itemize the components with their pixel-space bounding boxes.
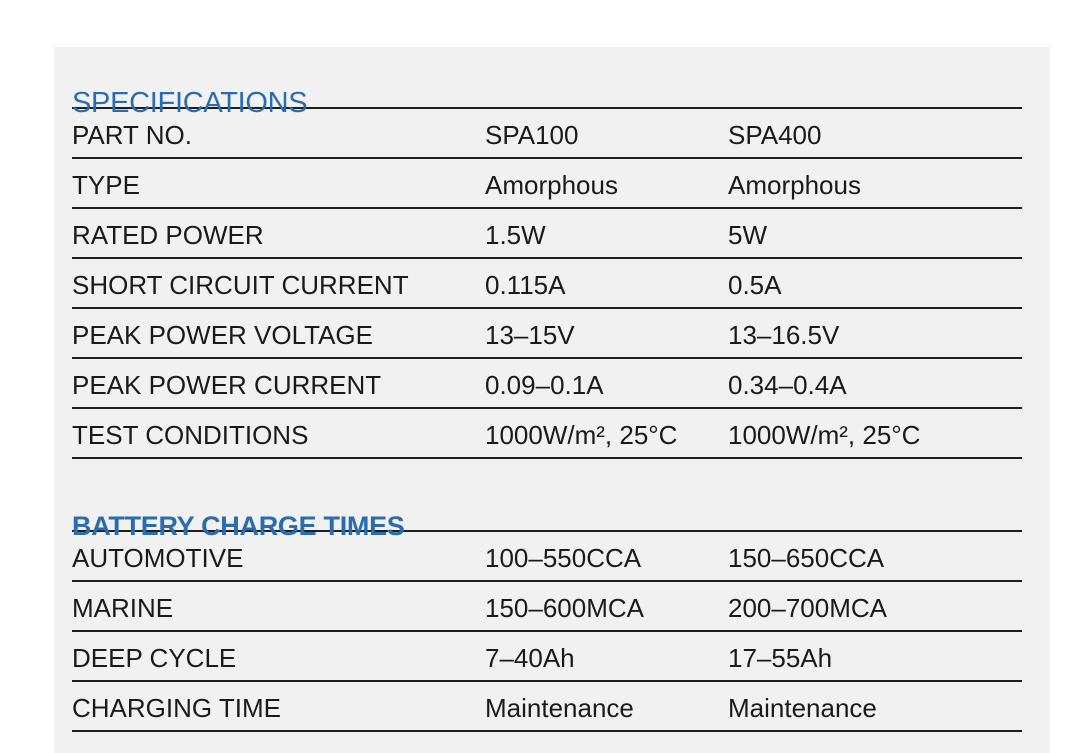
spec-value-spa400: 13–16.5V [728,319,840,350]
battery-charge-heading: BATTERY CHARGE TIMES [72,490,1022,532]
battery-value-spa100: 100–550CCA [485,542,642,573]
spec-label: PART NO. [72,119,192,150]
battery-row-deep-cycle [72,632,1022,682]
spec-label: RATED POWER [72,219,264,250]
battery-row-marine [72,582,1022,632]
spec-row-peak-power-voltage [72,309,1022,359]
spec-row-rated-power [72,209,1022,259]
spec-value-spa400: 0.34–0.4A [728,369,847,400]
battery-value-spa400: Maintenance [728,692,877,723]
spec-value-spa100: 1.5W [485,219,546,250]
spec-row-peak-power-current [72,359,1022,409]
spec-row-test-conditions [72,409,1022,459]
specifications-section [72,67,1022,459]
spec-label: PEAK POWER CURRENT [72,369,382,400]
spec-panel [54,47,1050,753]
spec-value-spa400: 5W [728,219,767,250]
spec-label: SHORT CIRCUIT CURRENT [72,269,409,300]
battery-label: DEEP CYCLE [72,642,237,673]
battery-label: AUTOMOTIVE [72,542,244,573]
battery-value-spa100: 150–600MCA [485,592,644,623]
specifications-heading: SPECIFICATIONS [72,67,1022,109]
battery-label: CHARGING TIME [72,692,281,723]
spec-value-spa100: 0.115A [485,269,566,300]
spec-value-spa400: 1000W/m², 25°C [728,419,921,450]
battery-label: MARINE [72,592,174,623]
battery-row-charging-time [72,682,1022,732]
spec-value-spa400: Amorphous [728,169,861,200]
spec-value-spa400: 0.5A [728,269,782,300]
battery-value-spa100: Maintenance [485,692,634,723]
spec-label: PEAK POWER VOLTAGE [72,319,373,350]
spec-row-type [72,159,1022,209]
spec-value-spa100: 1000W/m², 25°C [485,419,678,450]
spec-value-spa400: SPA400 [728,119,822,150]
spec-row-short-circuit-current [72,259,1022,309]
battery-value-spa400: 200–700MCA [728,592,887,623]
battery-value-spa400: 150–650CCA [728,542,885,573]
spec-value-spa100: SPA100 [485,119,579,150]
spec-value-spa100: 0.09–0.1A [485,369,604,400]
battery-charge-section [72,490,1022,732]
spec-value-spa100: Amorphous [485,169,618,200]
battery-value-spa400: 17–55Ah [728,642,833,673]
spec-label: TEST CONDITIONS [72,419,309,450]
spec-value-spa100: 13–15V [485,319,575,350]
battery-value-spa100: 7–40Ah [485,642,575,673]
spec-label: TYPE [72,169,140,200]
